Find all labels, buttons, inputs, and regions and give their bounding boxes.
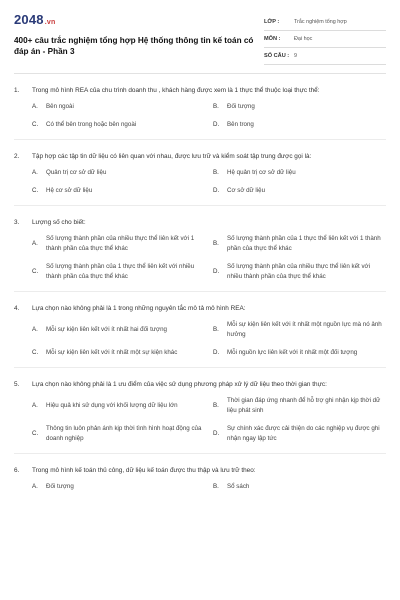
question-number: 5. — [14, 381, 20, 388]
question-text — [14, 85, 386, 96]
option-text: Số lượng thành phần của 1 thực thể liên kết với 1 thành phần của thực thể khác — [227, 235, 381, 252]
meta-key: SỐ CÂU : — [264, 53, 290, 59]
question-body: Trong mô hình kế toán thủ công, dữ liệu kế toán được thu thập và lưu trữ theo: — [32, 467, 256, 474]
meta-row-class — [264, 14, 386, 31]
option-list — [32, 168, 386, 196]
option-text: Bên trong — [227, 121, 254, 128]
question-number: 1. — [14, 87, 20, 94]
option-letter: B. — [213, 402, 219, 409]
option-d[interactable] — [213, 424, 386, 444]
option-b[interactable] — [213, 234, 386, 254]
header-left — [14, 12, 254, 57]
option-letter: B. — [213, 169, 219, 176]
question-body: Lựa chọn nào không phải là 1 trong những nguyên tắc mô tả mô hình REA: — [32, 305, 246, 312]
option-letter: B. — [213, 240, 219, 247]
option-a[interactable] — [32, 320, 205, 340]
question-body: Lựa chọn nào không phải là 1 ưu điểm của việc sử dụng phương pháp xử lý dữ liệu theo thời gian thực: — [32, 381, 327, 388]
option-letter: B. — [213, 483, 219, 490]
question-1 — [14, 85, 386, 140]
option-text: Hiệu quả khi sử dụng với khối lượng dữ liệu lớn — [46, 402, 178, 409]
option-list — [32, 396, 386, 444]
option-letter: C. — [32, 268, 39, 275]
question-body: Lượng số cho biết: — [32, 219, 86, 226]
option-list — [32, 320, 386, 358]
option-letter: D. — [213, 268, 220, 275]
option-text: Thời gian đáp ứng nhanh để hỗ trợ ghi nhận kịp thời dữ liệu phát sinh — [227, 397, 381, 414]
question-divider — [14, 367, 386, 368]
page-header — [14, 12, 386, 65]
option-letter: D. — [213, 349, 220, 356]
question-list — [14, 85, 386, 492]
option-text: Có thể bên trong hoặc bên ngoài — [46, 121, 137, 128]
question-text — [14, 151, 386, 162]
question-text — [14, 217, 386, 228]
site-logo[interactable] — [14, 12, 254, 27]
question-divider — [14, 139, 386, 140]
option-text: Mỗi sự kiện liên kết với ít nhất một sự kiện khác — [46, 349, 178, 356]
option-text: Mỗi sự kiện liên kết với ít nhất hai đối tượng — [46, 326, 167, 333]
document-title: 400+ câu trắc nghiệm tổng hợp Hệ thống thông tin kế toán có đáp án - Phần 3 — [14, 36, 254, 56]
header-divider — [14, 73, 386, 74]
option-letter: D. — [213, 121, 220, 128]
option-letter: A. — [32, 483, 38, 490]
option-b[interactable] — [213, 482, 386, 492]
option-d[interactable] — [213, 186, 386, 196]
option-letter: D. — [213, 430, 220, 437]
question-number: 6. — [14, 467, 20, 474]
option-text: Đối tượng — [227, 103, 255, 110]
option-letter: C. — [32, 349, 39, 356]
question-6 — [14, 465, 386, 492]
question-number: 2. — [14, 153, 20, 160]
question-2 — [14, 151, 386, 206]
question-divider — [14, 291, 386, 292]
option-letter: C. — [32, 121, 39, 128]
option-b[interactable] — [213, 396, 386, 416]
question-body: Trong mô hình REA của chu trình doanh thu , khách hàng được xem là 1 thực thể thuộc loại thực thể: — [32, 87, 320, 94]
option-b[interactable] — [213, 168, 386, 178]
option-d[interactable] — [213, 120, 386, 130]
option-text: Số lượng thành phần của nhiều thực thể liên kết với nhiều thành phần của thực thể khác — [227, 263, 370, 280]
option-text: Hệ quản trị cơ sở dữ liệu — [227, 169, 296, 176]
option-text: Mỗi sự kiện liên kết với ít nhất một nguồn lực mà nó ảnh hưởng — [227, 321, 382, 338]
option-a[interactable] — [32, 102, 205, 112]
option-text: Số lượng thành phần của nhiều thực thể liên kết với 1 thành phần của thực thể khác — [46, 235, 195, 252]
question-4 — [14, 303, 386, 368]
question-3 — [14, 217, 386, 292]
question-text — [14, 303, 386, 314]
option-text: Hệ cơ sở dữ liệu — [46, 187, 93, 194]
option-b[interactable] — [213, 320, 386, 340]
option-text: Sổ sách — [227, 483, 250, 490]
option-text: Bên ngoài — [46, 103, 74, 110]
option-letter: C. — [32, 187, 39, 194]
option-c[interactable] — [32, 186, 205, 196]
option-text: Cơ sở dữ liệu — [227, 187, 266, 194]
option-letter: D. — [213, 187, 220, 194]
question-5 — [14, 379, 386, 454]
option-text: Thông tin luôn phản ánh kịp thời tình hình hoạt động của doanh nghiệp — [46, 425, 202, 442]
option-list — [32, 234, 386, 282]
option-c[interactable] — [32, 424, 205, 444]
question-number: 3. — [14, 219, 20, 226]
logo-suffix: .vn — [44, 19, 56, 26]
option-text: Mỗi nguồn lực liên kết với ít nhất một đối tượng — [227, 349, 358, 356]
option-b[interactable] — [213, 102, 386, 112]
option-c[interactable] — [32, 262, 205, 282]
question-divider — [14, 453, 386, 454]
question-text — [14, 379, 386, 390]
meta-row-subject — [264, 31, 386, 48]
option-a[interactable] — [32, 482, 205, 492]
option-c[interactable] — [32, 120, 205, 130]
option-letter: B. — [213, 103, 219, 110]
option-list — [32, 482, 386, 492]
meta-table — [264, 14, 386, 65]
option-a[interactable] — [32, 396, 205, 416]
option-text: Số lượng thành phần của 1 thực thể liên kết với nhiều thành phần của thực thể khác — [46, 263, 195, 280]
option-text: Đối tượng — [46, 483, 74, 490]
meta-value: Đại học — [294, 36, 313, 42]
option-list — [32, 102, 386, 130]
option-letter: C. — [32, 430, 39, 437]
option-c[interactable] — [32, 348, 205, 358]
meta-value: Trắc nghiệm tổng hợp — [294, 19, 347, 25]
option-letter: A. — [32, 326, 38, 333]
option-d[interactable] — [213, 262, 386, 282]
option-letter: A. — [32, 169, 38, 176]
option-letter: A. — [32, 402, 38, 409]
option-a[interactable] — [32, 234, 205, 254]
logo-main: 2048 — [14, 12, 44, 27]
question-text — [14, 465, 386, 476]
question-divider — [14, 205, 386, 206]
meta-key: MÔN : — [264, 36, 281, 42]
option-a[interactable] — [32, 168, 205, 178]
option-text: Sự chính xác được cải thiện do các nghiệp vụ được ghi nhận ngay lập tức — [227, 425, 380, 442]
option-text: Quản trị cơ sở dữ liệu — [46, 169, 107, 176]
option-d[interactable] — [213, 348, 386, 358]
option-letter: A. — [32, 240, 38, 247]
option-letter: B. — [213, 326, 219, 333]
meta-key: LỚP : — [264, 19, 280, 25]
meta-row-count — [264, 48, 386, 65]
option-letter: A. — [32, 103, 38, 110]
meta-value: 9 — [294, 53, 297, 59]
question-number: 4. — [14, 305, 20, 312]
question-body: Tập hợp các tập tin dữ liệu có liên quan với nhau, được lưu trữ và kiểm soát tập trung được gọi là: — [32, 153, 312, 160]
